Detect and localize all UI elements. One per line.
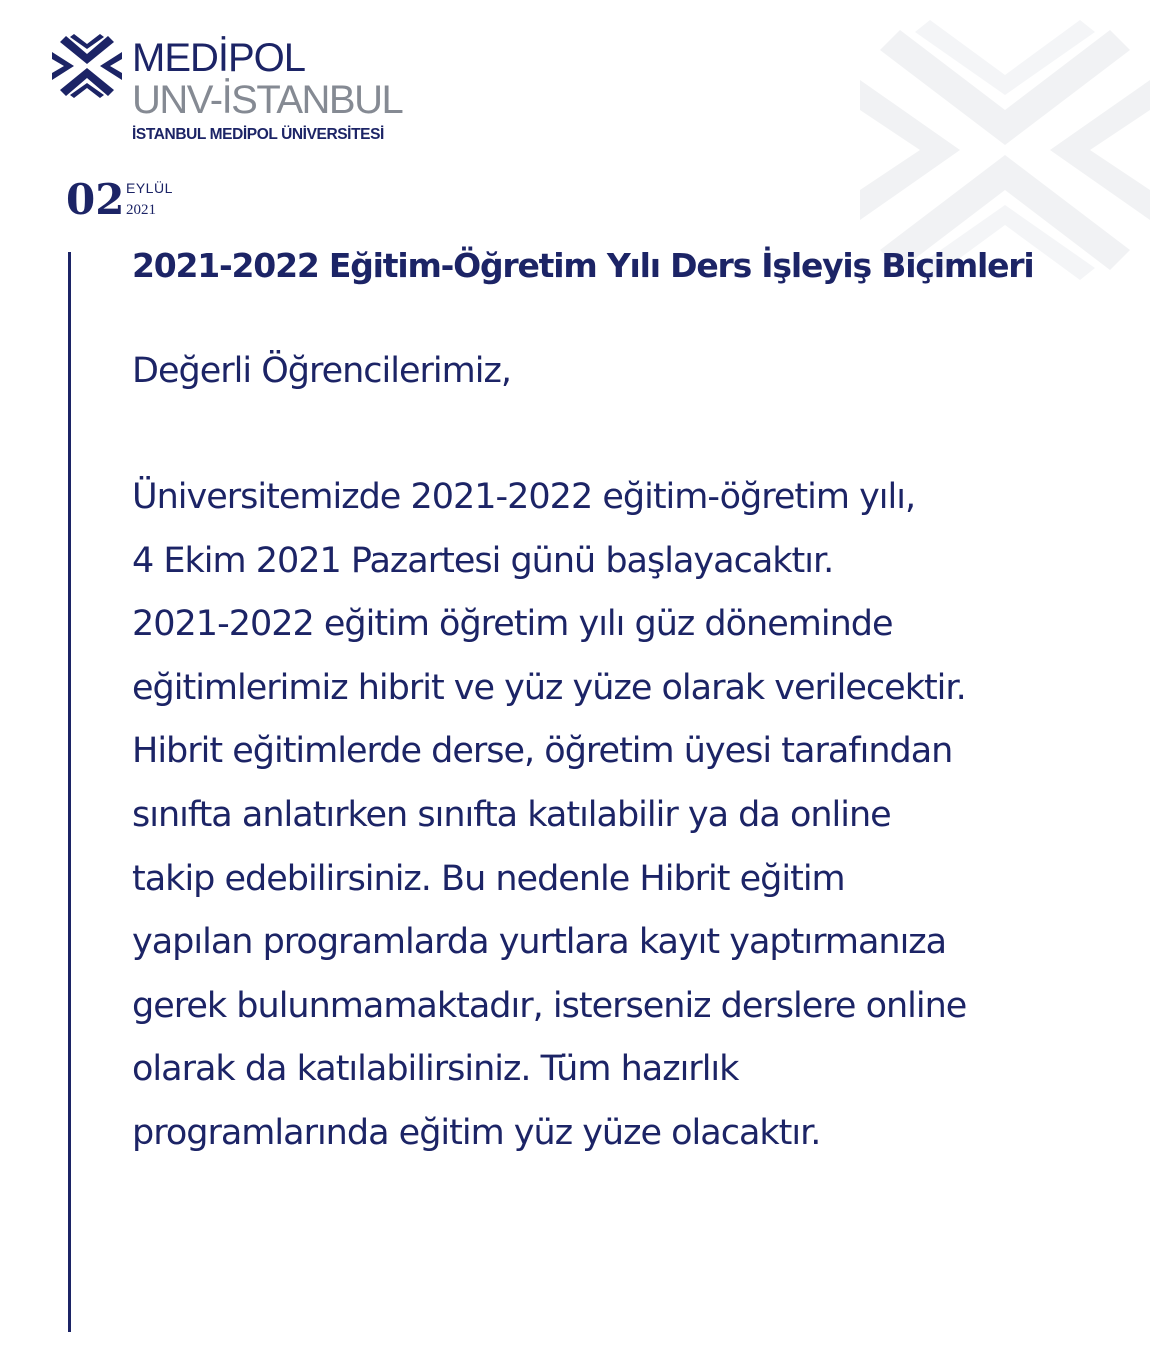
- body-line: gerek bulunmamaktadır, isterseniz derslere online: [132, 985, 967, 1026]
- body-line: sınıfta anlatırken sınıfta katılabilir ya da online: [132, 794, 891, 835]
- date-year: 2021: [126, 202, 156, 218]
- date-day: 02: [66, 175, 125, 224]
- medipol-logo-icon: [52, 34, 122, 98]
- university-logo: [52, 34, 452, 149]
- body-line: yapılan programlarda yurtlara kayıt yaptırmanıza: [132, 922, 947, 963]
- body-line: 4 Ekim 2021 Pazartesi günü başlayacaktır.: [132, 540, 834, 581]
- logo-text-unv-istanbul: UNV-İSTANBUL: [132, 78, 403, 122]
- announcement-title: 2021-2022 Eğitim-Öğretim Yılı Ders İşleyiş Biçimleri: [132, 246, 1034, 285]
- date-month: EYLÜL: [126, 180, 173, 196]
- announcement-greeting: Değerli Öğrencilerimiz,: [132, 351, 511, 391]
- date-block: [66, 172, 206, 232]
- body-line: 2021-2022 eğitim öğretim yılı güz döneminde: [132, 604, 893, 645]
- watermark-logo-icon: [860, 20, 1150, 280]
- announcement-body: [132, 466, 1132, 1166]
- vertical-divider: [68, 252, 71, 1332]
- body-line: eğitimlerimiz hibrit ve yüz yüze olarak verilecektir.: [132, 667, 966, 708]
- body-line: Hibrit eğitimlerde derse, öğretim üyesi tarafından: [132, 731, 953, 772]
- body-line: programlarında eğitim yüz yüze olacaktır.: [132, 1112, 821, 1153]
- body-line: olarak da katılabilirsiniz. Tüm hazırlık: [132, 1049, 739, 1090]
- body-line: Üniversitemizde 2021-2022 eğitim-öğretim yılı,: [132, 477, 916, 517]
- logo-text-medipol: MEDİPOL: [132, 36, 306, 80]
- logo-text-university-name: İSTANBUL MEDİPOL ÜNİVERSİTESİ: [132, 126, 384, 143]
- body-line: takip edebilirsiniz. Bu nedenle Hibrit eğitim: [132, 858, 845, 899]
